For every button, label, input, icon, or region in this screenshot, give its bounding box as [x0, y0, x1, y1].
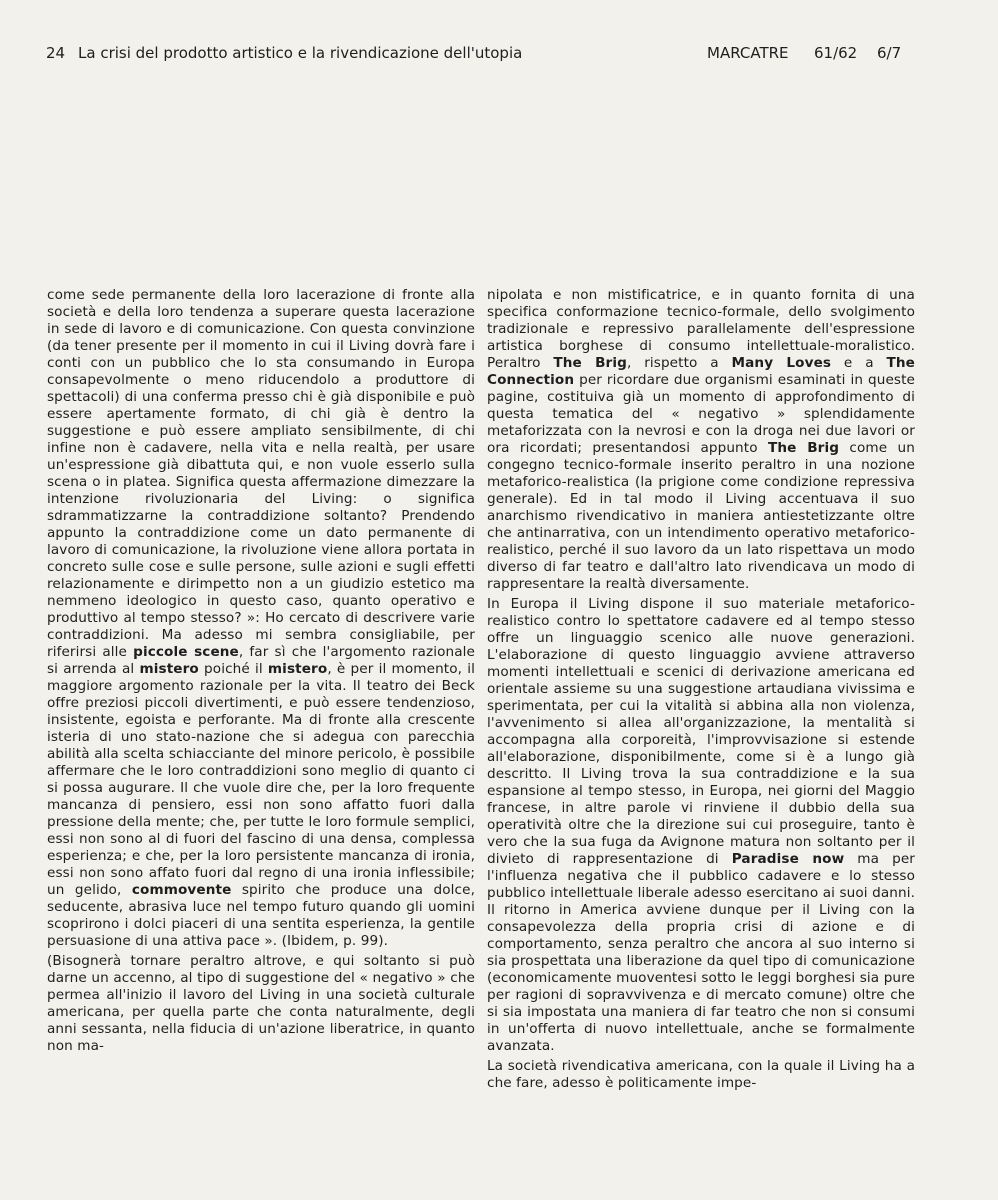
right-column [487, 287, 915, 1092]
issue-sub-number: 6/7 [877, 44, 902, 62]
issue-number: 61/62 [814, 44, 858, 62]
text-run: In Europa il Living dispone il suo materiale metaforico-realistico contro lo spettatore cadavere ed al tempo stesso offre un linguaggio scenico alle nuove generazioni. L'elaborazione di questo linguaggio avviene attraverso momenti intellettuali e scenici di derivazione americana ed orientale assieme su una suggestione artaudiana vivissima e sperimentata, per cui la vitalità si abbina alla non violenza, l'avvenimento si allea all'organizzazione, la mentalità si accompagna alla corporeità, l'improvvisazione si estende all'elaborazione, disponibilmente, come si è a lungo già descritto. Il Living trova la sua contraddizione e la sua espansione al tempo stesso, in Europa, nei giorni del Maggio francese, in altre parole vi rinviene il dubbio della sua operatività oltre che la direzione sui cui proseguire, tanto è vero che la sua fuga da Avignone matura non soltanto per il divieto di rappresentazione di [487, 596, 915, 867]
title-the-connection: The Connection [487, 355, 915, 388]
right-paragraph-3: La società rivendicativa americana, con la quale il Living ha a che fare, adesso è politicamente impe- [487, 1058, 915, 1091]
text-run: spirito che produce una dolce, seducente, abrasiva luce nel tempo futuro quando gli uomini scoprirono i dolci piaceri di una sentita esperienza, la gentile persuasione di una attiva pace ». (Ibidem, p. 99). [47, 882, 475, 949]
page-number: 24 [46, 44, 66, 62]
text-run: come sede permanente della loro lacerazione di fronte alla società e della loro tendenza a superare questa lacerazione in sede di lavoro e di comunicazione. Con questa convinzione (da tener presente per il momento in cui il Living dovrà fare i conti con un pubblico che lo sta consumando in Europa consapevolmente o meno riducendolo a produttore di spettacoli) di una conferma presso chi è già disponibile e può essere apertamente formato, di chi già è dentro la suggestione e può essere ampliato sensibilmente, di chi infine non è cadavere, nella vita e nella realtà, per usare un'espressione già dibattuta qui, e non vuole esserlo sulla scena o in platea. Significa questa affermazione dimezzare la intenzione rivoluzionaria del Living: o significa sdrammatizzarne la contraddizione soltanto? Prendendo appunto la contraddizione come un dato permanente di lavoro di comunicazione, la rivoluzione viene allora portata in concreto sulle cose e sulle persone, sulle azioni e sugli effetti relazionamente e dirimpetto non a un giudizio estetico ma nemmeno ideologico in questo caso, quanto operativo e produttivo al tempo stesso? »: Ho cercato di descrivere varie contraddizioni. Ma adesso mi sembra consigliabile, per riferirsi alle [47, 287, 475, 660]
emphasis-commovente: commovente [131, 882, 232, 898]
title-the-brig: The Brig [767, 440, 840, 456]
emphasis-piccole-scene: piccole scene [133, 644, 239, 660]
magazine-name: MARCATRE [707, 44, 789, 62]
text-run: per ricordare due organismi esaminati in queste pagine, costituiva già un momento di approfondimento di questa tematica del « negativo » splendidamente metaforizzata con la nevrosi e con la droga nei due lavori or ora ricordati; presentandosi appunto [487, 372, 915, 456]
text-run: e a [831, 355, 887, 371]
right-paragraph-2 [487, 596, 915, 1055]
emphasis-mistero: mistero [139, 661, 199, 677]
text-run: , è per il momento, il maggiore argomento razionale per la vita. Il teatro dei Beck offre preziosi piccoli divertimenti, e può essere tendenzioso, insistente, egoista e perforante. Ma di fronte alla crescente isteria di uno stato-nazione che si adegua con parecchia abilità alla scelta schiacciante del minore pericolo, è possibile affermare che le loro contraddizioni sono meglio di quanto ci si possa augurare. Il che vuole dire che, per la loro frequente mancanza di pensiero, essi non sono affatto fuori dalla pressione della mente; che, per tutte le loro formule semplici, essi non sono al di fuori del fascino di una densa, complessa esperienza; e che, per la loro persistente mancanza di ironia, essi non sono affato fuori dal regno di una ironia inflessibile; un gelido, [47, 661, 475, 898]
title-paradise-now: Paradise now [731, 851, 845, 867]
title-the-brig: The Brig [553, 355, 627, 371]
text-run: ma per l'influenza negativa che il pubblico cadavere e lo stesso pubblico intellettuale liberale adesso esercitano ai suoi danni. Il ritorno in America avviene dunque per il Living con la consapevolezza della propria crisi di azione e di comportamento, senza peraltro che ancora al suo interno si sia prospettata una liberazione da quel tipo di comunicazione (economicamente muoventesi sotto le leggi borghesi sia pure per ragioni di sopravvivenza e di mercato comune) oltre che si sia impostata una maniera di far teatro che non si consumi in un'offerta di nuovo intellettuale, anche se formalmente avanzata. [487, 851, 915, 1054]
left-column [47, 287, 475, 1055]
emphasis-mistero: mistero [267, 661, 328, 677]
text-run: , far sì che l'argomento razionale si arrenda al [47, 644, 475, 677]
text-run: nipolata e non mistificatrice, e in quanto fornita di una specifica conformazione tecnico-formale, dello svolgimento tradizionale e repressivo parallelamente dell'espressione artistica borghese di consumo intellettuale-moralistico. Peraltro [487, 287, 915, 371]
text-run: , rispetto a [626, 355, 732, 371]
text-run: come un congegno tecnico-formale inserito peraltro in una nozione metaforico-realistica (la prigione come condizione repressiva generale). Ed in tal modo il Living accentuava il suo anarchismo rivendicativo in maniera antiestetizzante oltre che antinarrativa, con un intendimento operativo metaforico-realistico, perché il suo lavoro da un lato rispettava un modo diverso di far teatro e dall'altro lato rivendicava un modo di rappresentare la realtà diversamente. [487, 440, 915, 592]
left-paragraph-2: (Bisognerà tornare peraltro altrove, e qui soltanto si può darne un accenno, al tipo di suggestione del « negativo » che permea all'inizio il lavoro del Living in una società culturale americana, per quella parte che conta naturalmente, degli anni sessanta, nella fiducia di un'azione liberatrice, in quanto non ma- [47, 953, 475, 1054]
left-paragraph-1 [47, 287, 475, 950]
page-header [0, 44, 998, 66]
running-title: La crisi del prodotto artistico e la rivendicazione dell'utopia [78, 44, 523, 62]
title-many-loves: Many Loves [731, 355, 832, 371]
right-paragraph-1 [487, 287, 915, 593]
text-run: poiché il [198, 661, 268, 677]
